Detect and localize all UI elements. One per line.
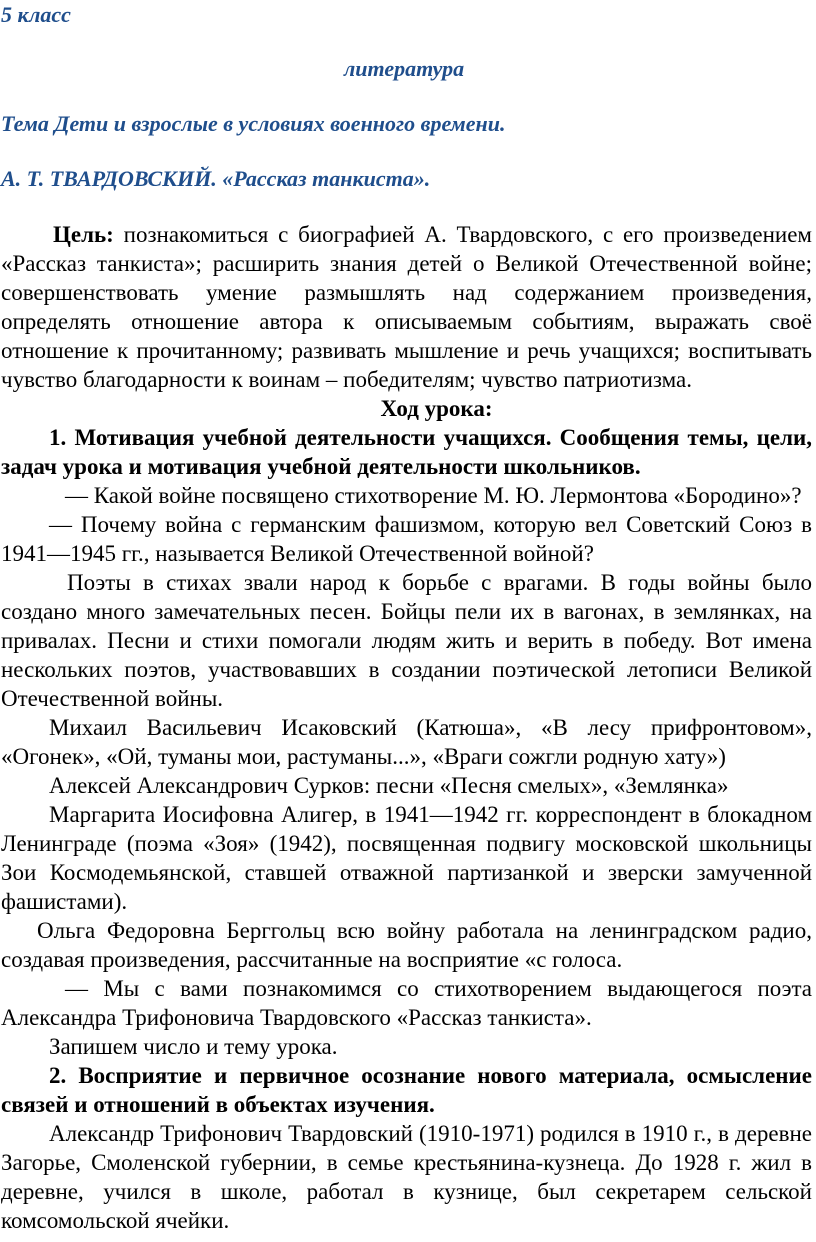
document-body [1, 220, 812, 1235]
write-date-paragraph: Запишем число и тему урока. [49, 1034, 338, 1059]
grade-heading: 5 класс [1, 2, 71, 27]
aliger-paragraph: Маргарита Иосифовна Алигер, в 1941—1942 гг. корреспондент в блокадном Ленинграде (поэма «Зоя» (1942), посвященная подвигу московской школьницы Зои Космодемьянской, ставшей отважной партизанкой и зверски замученной фашистами). [1, 802, 812, 914]
question-great-patriotic-war: — Почему война с германским фашизмом, которую вел Советский Союз в 1941—1945 гг., называется Великой Отечественной войной? [1, 512, 812, 566]
surkov-paragraph: Алексей Александрович Сурков: песни «Песня смелых», «Землянка» [49, 773, 729, 798]
lesson-heading: Ход урока: [380, 396, 493, 421]
goal-label: Цель: [53, 222, 114, 247]
isakovsky-paragraph: Михаил Васильевич Исаковский (Катюша», «В лесу прифронтовом», «Огонек», «Ой, туманы мои, растуманы...», «Враги сожгли родную хату») [1, 715, 812, 769]
step2-heading: 2. Восприятие и первичное осознание нового материала, осмысление связей и отношений в объектах изучения. [1, 1063, 812, 1117]
topic-heading: Тема Дети и взрослые в условиях военного времени. [1, 111, 506, 136]
poets-paragraph: Поэты в стихах звали народ к борьбе с врагами. В годы войны было создано много замечательных песен. Бойцы пели их в вагонах, в землянках, на привалах. Песни и стихи помогали людям жить и верить в победу. Вот имена нескольких поэтов, участвовавших в создании поэтической летописи Великой Отечественной войны. [1, 570, 812, 711]
intro-paragraph: — Мы с вами познакомимся со стихотворением выдающегося поэта Александра Трифоновича Твардовского «Рассказ танкиста». [1, 976, 812, 1030]
goal-paragraph [1, 220, 812, 394]
question-borodino: — Какой войне посвящено стихотворение М. Ю. Лермонтова «Бородино»? [65, 483, 802, 508]
biography-paragraph: Александр Трифонович Твардовский (1910-1971) родился в 1910 г., в деревне Загорье, Смоленской губернии, в семье крестьянина-кузнеца. До 1928 г. жил в деревне, учился в школе, работал в кузнице, был секретарем сельской комсомольской ячейки. [1, 1121, 812, 1233]
goal-text: познакомиться с биографией А. Твардовского, с его произведением «Рассказ танкиста»; расширить знания детей о Великой Отечественной войне; совершенствовать умение размышлять над содержанием произведения, определять отношение автора к описываемым событиям, выражать своё отношение к прочитанному; развивать мышление и речь учащихся; воспитывать чувство благодарности к воинам – победителям; чувство патриотизма. [1, 222, 812, 392]
subject-heading: литература [344, 56, 465, 81]
berggolts-paragraph: Ольга Федоровна Берггольц всю войну работала на ленинградском радио, создавая произведения, рассчитанные на восприятие «с голоса. [1, 918, 812, 972]
step1-heading: 1. Мотивация учебной деятельности учащихся. Сообщения темы, цели, задач урока и мотивация учебной деятельности школьников. [1, 425, 812, 479]
author-work-heading: А. Т. ТВАРДОВСКИЙ. «Рассказ танкиста». [1, 166, 431, 191]
